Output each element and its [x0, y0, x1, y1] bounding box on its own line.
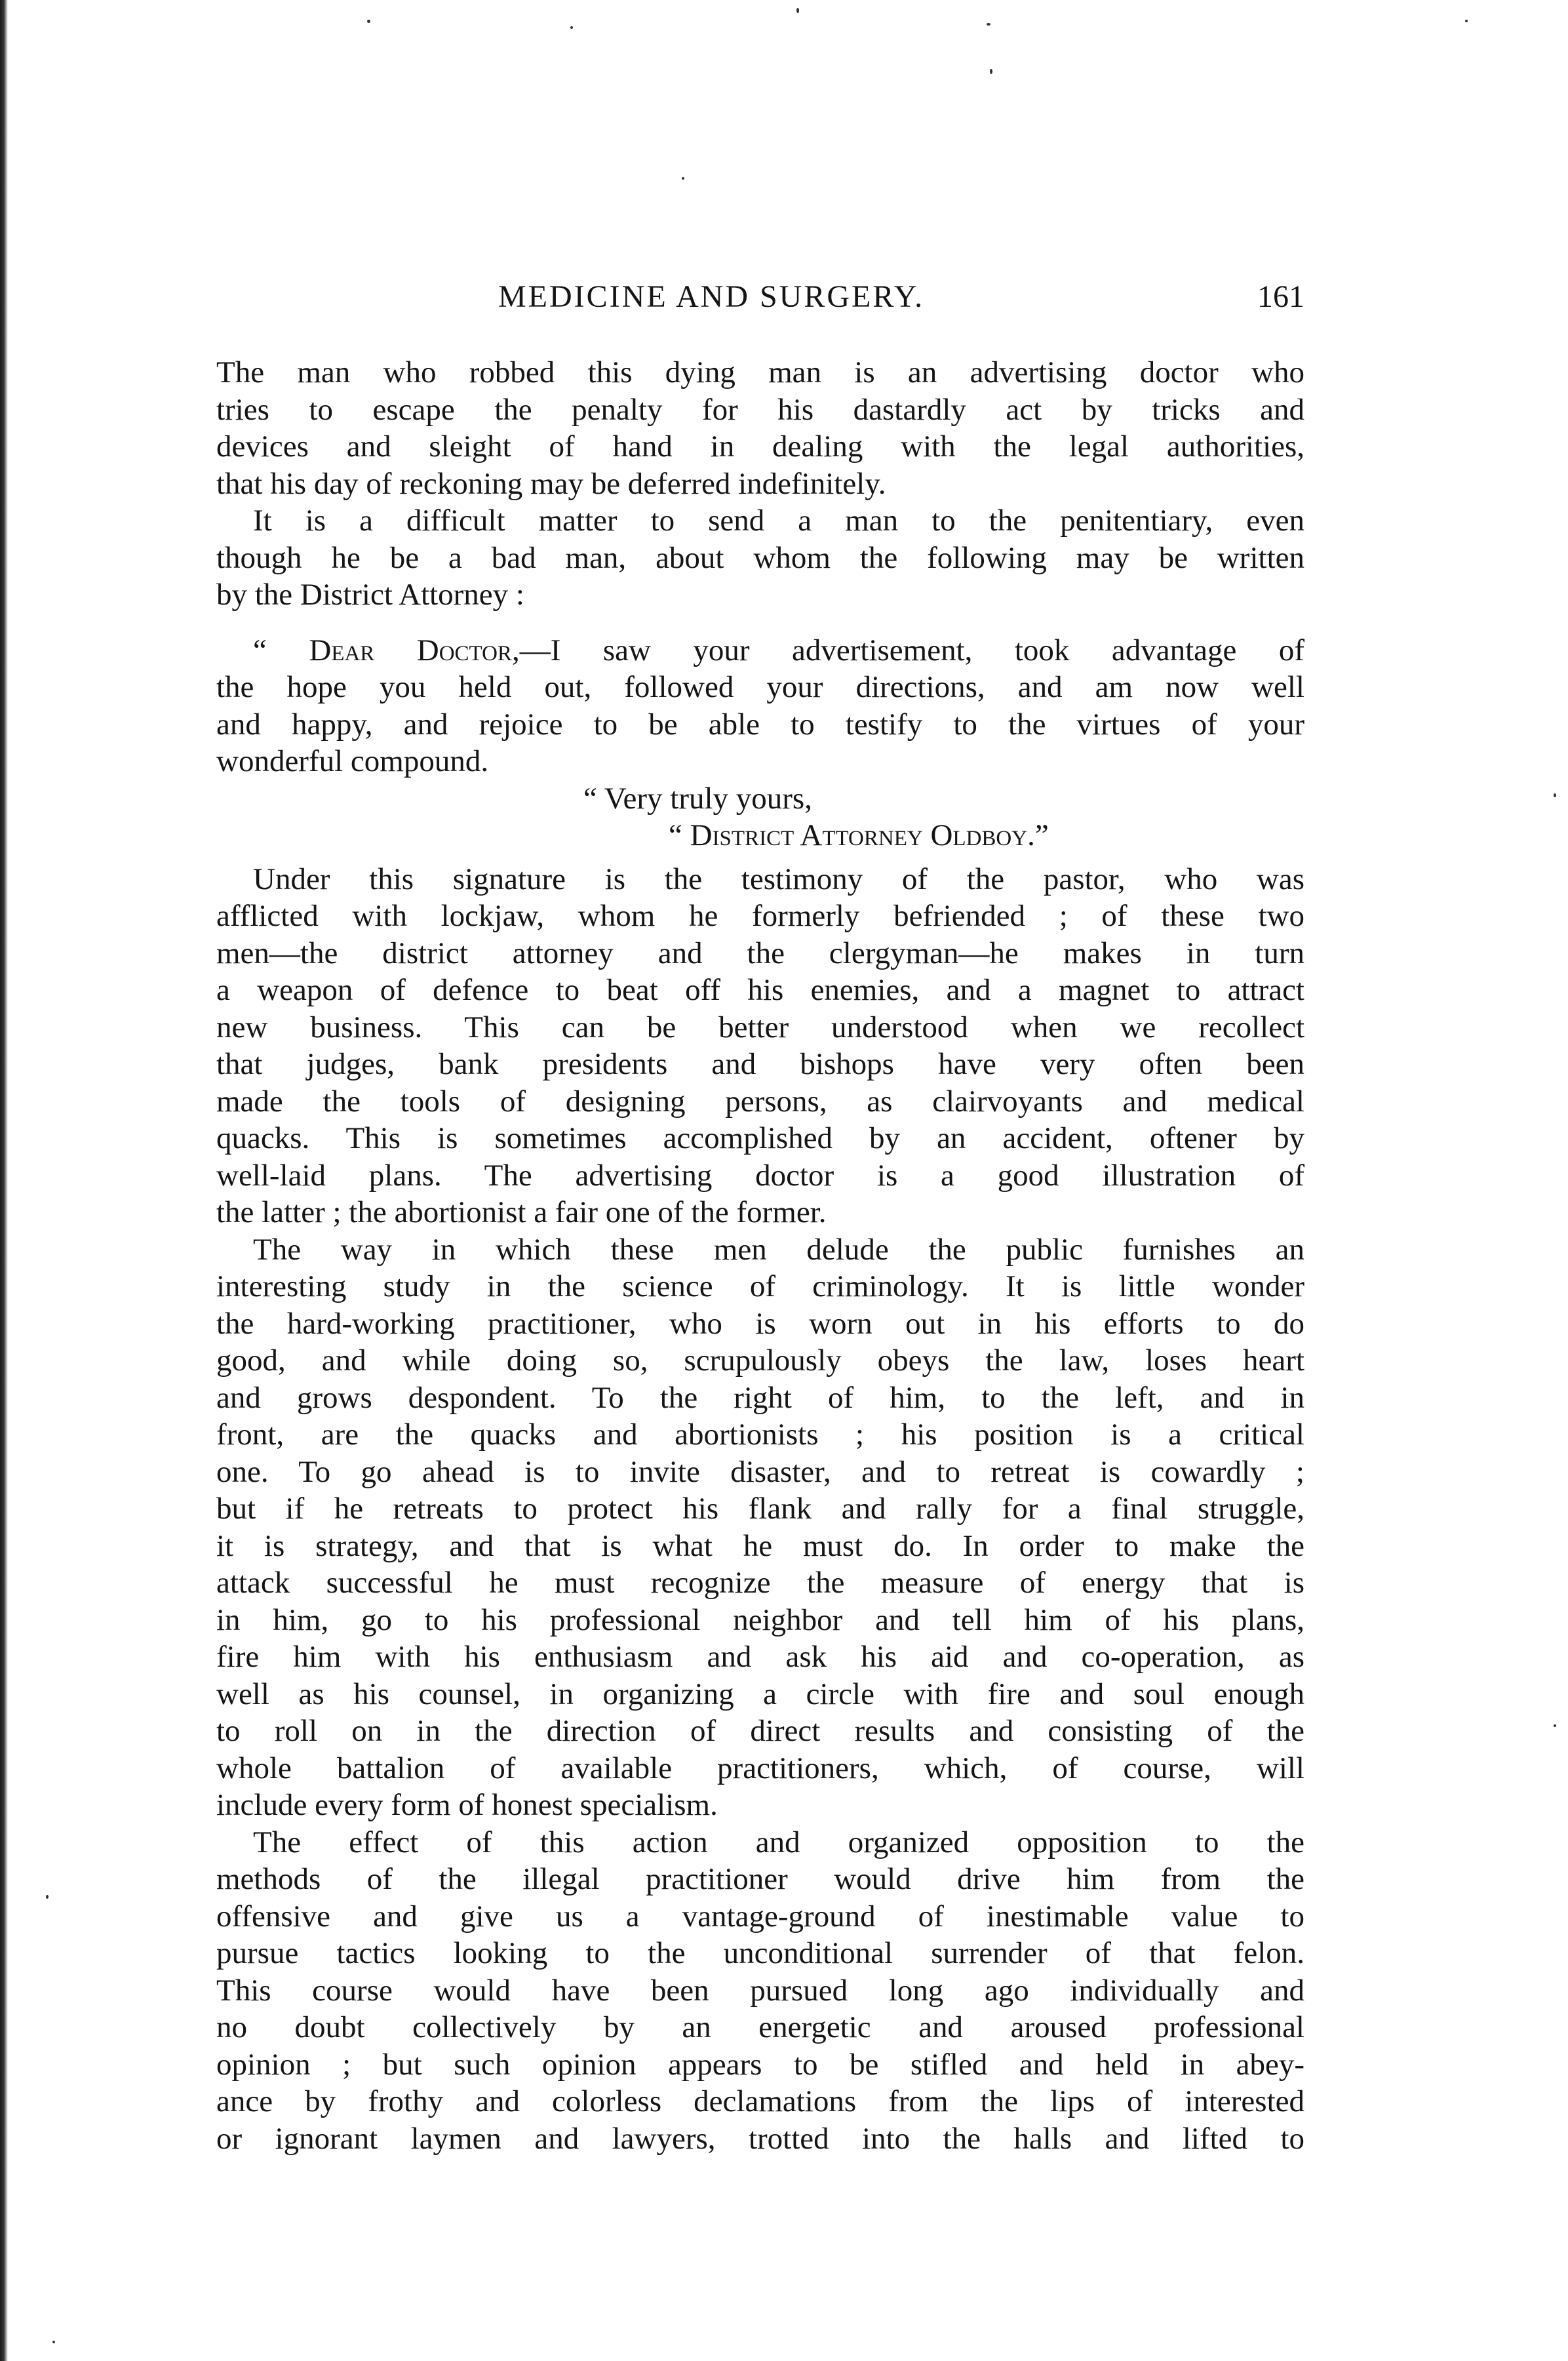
text-line: attack successful he must recognize the measure of energy that is [216, 1566, 1304, 1600]
text-line: quacks. This is sometimes accomplished by an accident, oftener by [216, 1121, 1304, 1155]
paragraph [216, 861, 1304, 1231]
text-line: and happy, and rejoice to be able to testify to the virtues of your [216, 707, 1304, 742]
scan-speck [990, 69, 992, 74]
text-line: wonderful compound. [216, 744, 489, 778]
text-line: well as his counsel, in organizing a circle with fire and soul enough [216, 1677, 1304, 1711]
text-line: though he be a bad man, about whom the following may be written [216, 540, 1304, 575]
page-binding-edge [0, 0, 8, 2361]
text-line: interesting study in the science of criminology. It is little wonder [216, 1269, 1304, 1303]
scan-speck [367, 20, 370, 23]
text-line: and grows despondent. To the right of him, to the left, and in [216, 1380, 1304, 1415]
running-title: MEDICINE AND SURGERY. [498, 279, 925, 314]
text-line: well-laid plans. The advertising doctor is a good illustration of [216, 1158, 1304, 1193]
scan-speck [682, 177, 684, 180]
text-line: opinion ; but such opinion appears to be stifled and held in abey- [216, 2047, 1304, 2082]
text-line: methods of the illegal practitioner would drive him from the [216, 1862, 1304, 1896]
text-line: pursue tactics looking to the unconditional surrender of that felon. [216, 1936, 1304, 1970]
letter-signature: District Attorney Oldboy. [690, 818, 1035, 852]
text-line: front, are the quacks and abortionists ; his position is a critical [216, 1418, 1304, 1452]
text-line: the hard-working practitioner, who is worn out in his efforts to do [216, 1306, 1304, 1341]
text-line: to roll on in the direction of direct results and consisting of the [216, 1714, 1304, 1748]
text-line: ance by frothy and colorless declamations from the lips of interested [216, 2084, 1304, 2118]
letter-first-line [216, 632, 1304, 669]
scan-speck [1465, 20, 1468, 22]
open-quote: “ [669, 818, 690, 852]
text-line: or ignorant laymen and lawyers, trotted into the halls and lifted to [216, 2121, 1304, 2156]
text-line: but if he retreats to protect his flank and rally for a final struggle, [216, 1492, 1304, 1526]
text-line: no doubt collectively by an energetic and aroused professional [216, 2010, 1304, 2044]
quoted-letter [216, 632, 1304, 854]
paragraph [216, 354, 1304, 502]
text-line: it is strategy, and that is what he must do. In order to make the [216, 1528, 1304, 1563]
letter-signature-line [216, 817, 1304, 854]
text-line: Under this signature is the testimony of the pastor, who was [253, 862, 1304, 896]
paragraph [216, 502, 1304, 614]
close-quote: ” [1034, 818, 1049, 852]
scan-speck [1554, 1724, 1556, 1727]
text-line: made the tools of designing persons, as clairvoyants and medical [216, 1084, 1304, 1119]
text-line: good, and while doing so, scrupulously obeys the law, loses heart [216, 1343, 1304, 1378]
scan-speck [52, 2341, 55, 2343]
text-line: The man who robbed this dying man is an advertising doctor who [216, 355, 1304, 389]
text-line: men—the district attorney and the clergyman—he makes in turn [216, 936, 1304, 970]
scan-speck [796, 8, 799, 13]
text-line: that his day of reckoning may be deferred indefinitely. [216, 466, 886, 501]
scan-speck [1554, 793, 1556, 797]
text-line: the latter ; the abortionist a fair one of the former. [216, 1195, 827, 1229]
open-quote: “ [253, 633, 309, 667]
text-line: whole battalion of available practitioners, which, of course, will [216, 1751, 1304, 1785]
text-line: a weapon of defence to beat off his enemies, and a magnet to attract [216, 973, 1304, 1007]
text-line: that judges, bank presidents and bishops have very often been [216, 1047, 1304, 1081]
letter-closing: “ Very truly yours, [583, 781, 812, 816]
letter-salutation: Dear Doctor, [309, 633, 520, 667]
text-line: The way in which these men delude the public furnishes an [253, 1232, 1304, 1267]
text-line: devices and sleight of hand in dealing with the legal authorities, [216, 429, 1304, 464]
text-line: new business. This can be better understood when we recollect [216, 1010, 1304, 1044]
text-line: by the District Attorney : [216, 578, 524, 612]
text-line: one. To go ahead is to invite disaster, and to retreat is cowardly ; [216, 1454, 1304, 1489]
text-line: tries to escape the penalty for his dastardly act by tricks and [216, 392, 1304, 427]
running-header [210, 279, 1304, 325]
letter-first-line-rest: —I saw your advertisement, took advantage of [519, 633, 1304, 667]
paragraph [216, 1231, 1304, 1824]
paragraph [216, 1824, 1304, 2158]
body-text [216, 354, 1304, 2157]
text-line: offensive and give us a vantage-ground of inestimable value to [216, 1899, 1304, 1934]
text-line: afflicted with lockjaw, whom he formerly befriended ; of these two [216, 899, 1304, 933]
text-line: in him, go to his professional neighbor and tell him of his plans, [216, 1602, 1304, 1637]
text-line: include every form of honest specialism. [216, 1788, 718, 1822]
scan-speck [570, 26, 573, 29]
scan-speck [46, 1895, 49, 1899]
text-line: The effect of this action and organized opposition to the [253, 1825, 1304, 1859]
scan-speck [987, 23, 990, 26]
text-line: fire him with his enthusiasm and ask his aid and co-operation, as [216, 1640, 1304, 1674]
text-line: It is a difficult matter to send a man to the penitentiary, even [253, 504, 1304, 538]
text-line: This course would have been pursued long ago individually and [216, 1973, 1304, 2008]
page-number: 161 [1257, 279, 1304, 314]
text-line: the hope you held out, followed your directions, and am now well [216, 670, 1304, 704]
